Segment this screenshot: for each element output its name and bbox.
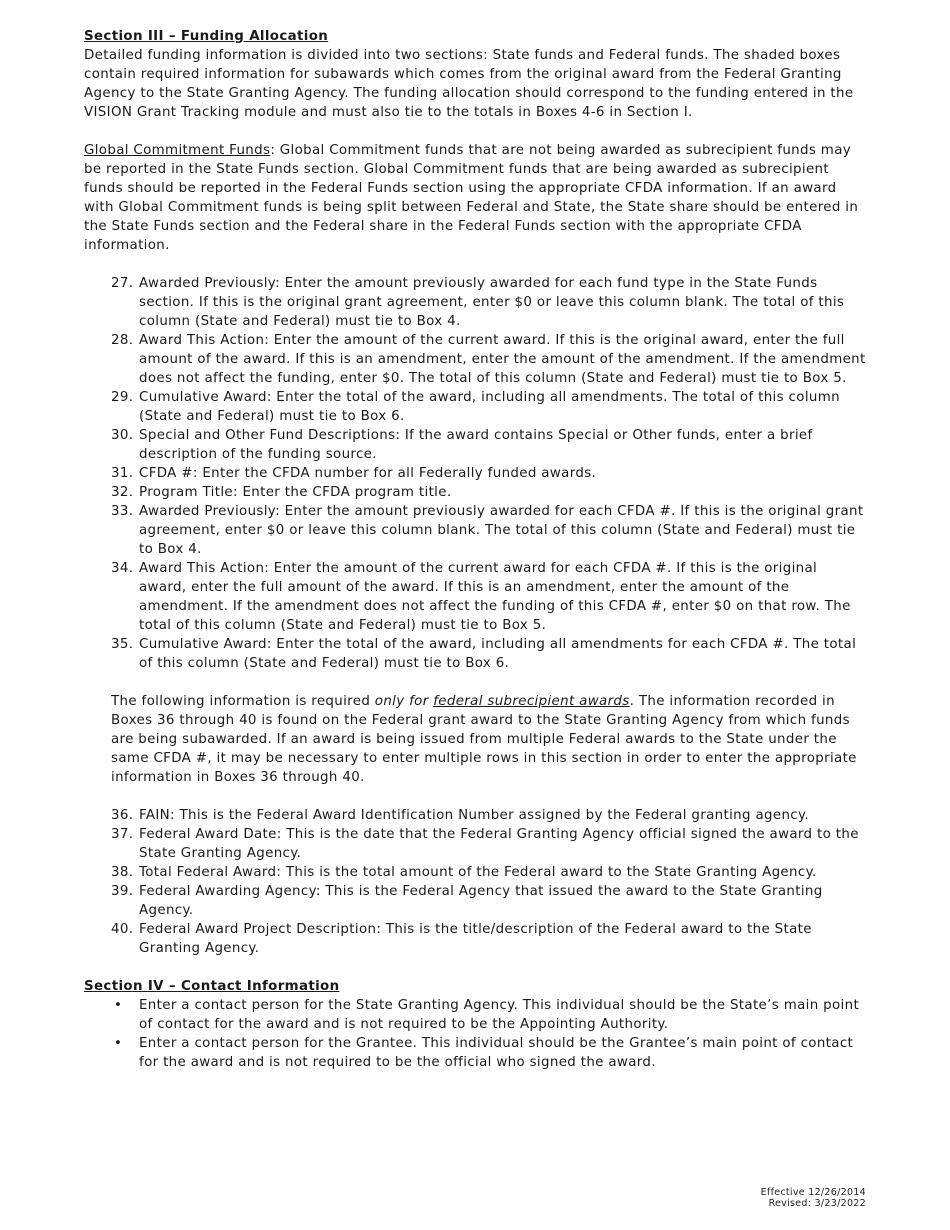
list-item [84, 483, 869, 502]
list-item [84, 635, 869, 673]
item-text: Federal Award Date: This is the date that the Federal Granting Agency official signed the award to the State Granting Agency. [139, 827, 859, 861]
item-text: FAIN: This is the Federal Award Identification Number assigned by the Federal granting agency. [139, 808, 809, 823]
list-item [84, 559, 869, 635]
item-number: 31. [111, 466, 134, 481]
bullet-icon: • [114, 1036, 123, 1051]
item-number: 36. [111, 808, 134, 823]
item-text: Total Federal Award: This is the total amount of the Federal award to the State Granting Agency. [139, 865, 817, 880]
spacer [84, 958, 869, 977]
list-item [84, 464, 869, 483]
federal-text-pre: The following information is required [111, 694, 375, 709]
section-iii-intro: Detailed funding information is divided into two sections: State funds and Federal funds. The shaded boxes contain required information for subawards which comes from the original award from the Federal Granting Agency to the State Granting Agency. The funding allocation should correspond to the funding entered in the VISION Grant Tracking module and must also tie to the totals in Boxes 4-6 in Section I. [84, 48, 854, 120]
federal-text-post: . The information recorded in Boxes 36 through 40 is found on the Federal grant award to the State Granting Agency from which funds are being subawarded. If an award is being issued from multiple Federal awards to the State under the same CFDA #, it may be necessary to enter multiple rows in this section in order to enter the appropriate information in Boxes 36 through 40. [111, 694, 857, 785]
list-item [84, 882, 869, 920]
spacer [84, 122, 869, 141]
item-text: Special and Other Fund Descriptions: If the award contains Special or Other funds, enter a brief description of the funding source. [139, 428, 813, 462]
bullet-text: Enter a contact person for the State Granting Agency. This individual should be the State’s main point of contact for the award and is not required to be the Appointing Authority. [139, 998, 860, 1032]
item-text: Federal Award Project Description: This is the title/description of the Federal award to the State Granting Agency. [139, 922, 812, 956]
funding-items-list-b [84, 806, 869, 958]
item-number: 33. [111, 504, 134, 519]
funding-items-list-a [84, 274, 869, 673]
item-number: 34. [111, 561, 134, 576]
spacer [84, 787, 869, 806]
list-item [84, 825, 869, 863]
list-item [84, 806, 869, 825]
federal-subrecipient-paragraph [84, 692, 869, 787]
federal-subrecipient-awards-term: federal subrecipient awards [433, 694, 630, 709]
item-text: CFDA #: Enter the CFDA number for all Federally funded awards. [139, 466, 597, 481]
item-text: Award This Action: Enter the amount of the current award for each CFDA #. If this is the original award, enter the full amount of the award. If this is an amendment, enter the amount of the amendment. If the amendment does not affect the funding of this CFDA #, enter $0 on that row. The total of this column (State and Federal) must tie to Box 5. [139, 561, 851, 633]
global-commitment-text: : Global Commitment funds that are not being awarded as subrecipient funds may be reported in the State Funds section. Global Commitment funds that are being awarded as subrecipient funds should be reported in the Federal Funds section using the appropriate CFDA information. If an award with Global Commitment funds is being split between Federal and State, the State share should be entered in the State Funds section and the Federal share in the Federal Funds section with the appropriate CFDA information. [84, 143, 859, 253]
section-iv-heading: Section IV – Contact Information [84, 979, 340, 994]
item-number: 32. [111, 485, 134, 500]
item-number: 30. [111, 428, 134, 443]
item-text: Program Title: Enter the CFDA program title. [139, 485, 452, 500]
global-commitment-paragraph [84, 141, 869, 255]
contact-bullets-list [84, 996, 869, 1072]
bullet-icon: • [114, 998, 123, 1013]
revised-date: Revised: 3/23/2022 [768, 1198, 866, 1209]
list-item [84, 1034, 869, 1072]
list-item [84, 388, 869, 426]
item-number: 28. [111, 333, 134, 348]
item-text: Awarded Previously: Enter the amount previously awarded for each CFDA #. If this is the original grant agreement, enter $0 or leave this column blank. The total of this column (State and Federal) must tie to Box 4. [139, 504, 864, 557]
document-page [84, 27, 869, 1072]
list-item [84, 996, 869, 1034]
list-item [84, 331, 869, 388]
item-text: Cumulative Award: Enter the total of the award, including all amendments. The total of this column (State and Federal) must tie to Box 6. [139, 390, 840, 424]
item-number: 39. [111, 884, 134, 899]
revision-footer [761, 1187, 866, 1209]
list-item [84, 863, 869, 882]
list-item [84, 274, 869, 331]
item-text: Awarded Previously: Enter the amount previously awarded for each fund type in the State Funds section. If this is the original grant agreement, enter $0 or leave this column blank. The total of this column (State and Federal) must tie to Box 4. [139, 276, 845, 329]
spacer [84, 255, 869, 274]
item-number: 37. [111, 827, 134, 842]
item-text: Award This Action: Enter the amount of the current award. If this is the original award, enter the full amount of the award. If this is an amendment, enter the amount of the amendment. If the amendment does not affect the funding, enter $0. The total of this column (State and Federal) must tie to Box 5. [139, 333, 866, 386]
item-text: Cumulative Award: Enter the total of the award, including all amendments for each CFDA #. The total of this column (State and Federal) must tie to Box 6. [139, 637, 857, 671]
list-item [84, 920, 869, 958]
federal-only-for: only for [374, 694, 434, 709]
global-commitment-label: Global Commitment Funds [84, 143, 271, 158]
effective-date: Effective 12/26/2014 [760, 1187, 866, 1198]
item-number: 38. [111, 865, 134, 880]
item-number: 40. [111, 922, 134, 937]
list-item [84, 502, 869, 559]
spacer [84, 673, 869, 692]
item-number: 29. [111, 390, 134, 405]
list-item [84, 426, 869, 464]
item-number: 35. [111, 637, 134, 652]
item-number: 27. [111, 276, 134, 291]
section-iii-heading: Section III – Funding Allocation [84, 29, 329, 44]
bullet-text: Enter a contact person for the Grantee. This individual should be the Grantee’s main point of contact for the award and is not required to be the official who signed the award. [139, 1036, 854, 1070]
item-text: Federal Awarding Agency: This is the Federal Agency that issued the award to the State Granting Agency. [139, 884, 823, 918]
